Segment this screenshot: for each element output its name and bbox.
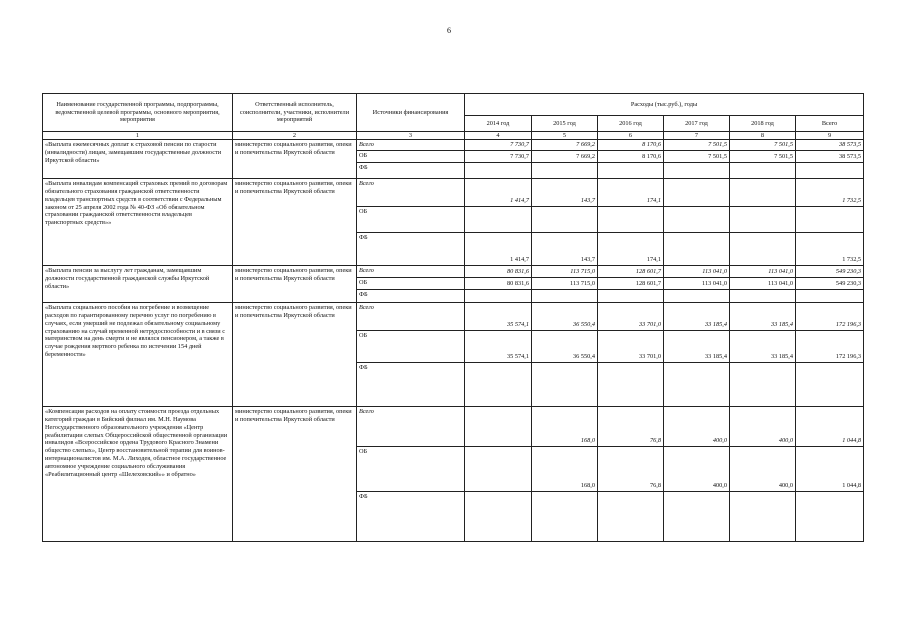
source-ob: ОБ (357, 151, 465, 163)
value-cell: 33 701,0 (598, 303, 664, 331)
value-cell: 33 185,4 (730, 331, 796, 363)
value-cell: 33 185,4 (664, 303, 730, 331)
column-number: 6 (598, 132, 664, 140)
value-cell: 1 414,7 (465, 179, 532, 207)
header-year: 2017 год (664, 116, 730, 132)
executor: министерство социального развития, опеки и попечительства Иркутской области (233, 179, 357, 266)
header-name: Наименование государственной программы, подпрограммы, ведомственной целевой программы, основного мероприятия, мероприятия (43, 94, 233, 132)
value-cell: 7 501,5 (664, 140, 730, 151)
value-cell: 76,8 (598, 447, 664, 492)
source-total: Всего (357, 179, 465, 207)
source-fb: ФБ (357, 163, 465, 179)
value-cell: 35 574,1 (465, 331, 532, 363)
source-fb: ФБ (357, 233, 465, 266)
program-name: «Выплата пенсии за выслугу лет гражданам, замещавшим должности государственной гражданской службы Иркутской области» (43, 266, 233, 303)
value-cell: 80 831,6 (465, 278, 532, 290)
source-total: Всего (357, 303, 465, 331)
header-year-total: Всего (796, 116, 864, 132)
value-cell: 400,0 (664, 407, 730, 447)
value-cell: 7 669,2 (532, 151, 598, 163)
program-name: «Выплата ежемесячных доплат к страховой пенсии по старости (инвалидности) лицам, замещавшим государственные должности Иркутской области» (43, 140, 233, 179)
value-cell: 7 501,5 (664, 151, 730, 163)
value-cell: 172 196,3 (796, 331, 864, 363)
value-cell (465, 407, 532, 447)
header-expenses: Расходы (тыс.руб.), годы (465, 94, 864, 116)
value-cell: 7 501,5 (730, 140, 796, 151)
value-cell: 33 185,4 (730, 303, 796, 331)
value-cell (730, 233, 796, 266)
value-cell: 1 044,8 (796, 407, 864, 447)
value-cell (465, 447, 532, 492)
value-cell: 172 196,3 (796, 303, 864, 331)
column-number: 2 (233, 132, 357, 140)
value-cell: 7 730,7 (465, 140, 532, 151)
value-cell: 1 732,5 (796, 179, 864, 207)
value-cell: 7 669,2 (532, 140, 598, 151)
value-cell: 38 573,5 (796, 151, 864, 163)
source-total: Всего (357, 266, 465, 278)
value-cell: 113 041,0 (730, 278, 796, 290)
value-cell: 36 550,4 (532, 331, 598, 363)
value-cell: 1 044,8 (796, 447, 864, 492)
source-ob: ОБ (357, 278, 465, 290)
executor: министерство социального развития, опеки и попечительства Иркутской области (233, 266, 357, 303)
value-cell (664, 233, 730, 266)
source-ob: ОБ (357, 207, 465, 233)
value-cell: 113 041,0 (664, 278, 730, 290)
header-executor: Ответственный исполнитель, соисполнители, участники, исполнители мероприятий (233, 94, 357, 132)
value-cell: 128 601,7 (598, 278, 664, 290)
value-cell: 400,0 (664, 447, 730, 492)
value-cell: 8 170,6 (598, 151, 664, 163)
header-year: 2014 год (465, 116, 532, 132)
column-number: 4 (465, 132, 532, 140)
page-number: 6 (447, 26, 451, 35)
program-name: «Выплата социального пособия на погребение и возмещение расходов по гарантированному перечню услуг по погребению в случаях, если умерший не подлежал обязательному социальному страхованию на случай временной нетрудоспособности и в связи с материнством на день смерти и не являлся пенсионером, а также в случае рождения мертвого ребенка по истечении 154 дней беременности» (43, 303, 233, 407)
value-cell: 7 730,7 (465, 151, 532, 163)
source-ob: ОБ (357, 447, 465, 492)
program-name: «Выплата инвалидам компенсаций страховых премий по договорам обязательного страхования гражданской ответственности владельцев транспортных средств в соответствии с Федеральным законом от 25 апреля 2002 года № 40-ФЗ «Об обязательном страховании гражданской ответственности владельцев транспортных средств»» (43, 179, 233, 266)
value-cell: 400,0 (730, 407, 796, 447)
program-name: «Компенсация расходов на оплату стоимости проезда отдельных категорий граждан в Бийский филиал им. М.Н. Наумова Негосударственного образовательного учреждения «Центр реабилитации слепых Общероссийской общественной организации инвалидов «Всероссийское ордена Трудового Красного Знамени общество слепых», Центр восстановительной терапии для воинов-интернационалистов им. М.А. Лиходея, областное государственное автономное учреждение социального обслуживания «Реабилитационный центр «Шелеховский»» и обратно» (43, 407, 233, 542)
source-fb: ФБ (357, 363, 465, 407)
value-cell: 549 230,3 (796, 278, 864, 290)
header-year: 2015 год (532, 116, 598, 132)
executor: министерство социального развития, опеки и попечительства Иркутской области (233, 303, 357, 407)
executor: министерство социального развития, опеки и попечительства Иркутской области (233, 140, 357, 179)
header-year: 2016 год (598, 116, 664, 132)
value-cell: 143,7 (532, 179, 598, 207)
value-cell: 174,1 (598, 179, 664, 207)
source-total: Всего (357, 407, 465, 447)
value-cell (730, 179, 796, 207)
value-cell: 168,0 (532, 407, 598, 447)
value-cell: 113 715,0 (532, 278, 598, 290)
value-cell: 33 701,0 (598, 331, 664, 363)
value-cell: 168,0 (532, 447, 598, 492)
value-cell: 128 601,7 (598, 266, 664, 278)
header-year: 2018 год (730, 116, 796, 132)
value-cell: 33 185,4 (664, 331, 730, 363)
source-fb: ФБ (357, 492, 465, 542)
value-cell: 113 715,0 (532, 266, 598, 278)
value-cell: 143,7 (532, 233, 598, 266)
executor: министерство социального развития, опеки и попечительства Иркутской области (233, 407, 357, 542)
value-cell: 1 732,5 (796, 233, 864, 266)
column-number: 8 (730, 132, 796, 140)
value-cell: 35 574,1 (465, 303, 532, 331)
column-number: 3 (357, 132, 465, 140)
value-cell: 174,1 (598, 233, 664, 266)
header-source: Источники финансирования (357, 94, 465, 132)
column-number: 1 (43, 132, 233, 140)
value-cell: 1 414,7 (465, 233, 532, 266)
value-cell: 549 230,3 (796, 266, 864, 278)
value-cell: 113 041,0 (730, 266, 796, 278)
value-cell: 113 041,0 (664, 266, 730, 278)
column-number: 7 (664, 132, 730, 140)
expenses-table (42, 93, 864, 542)
value-cell: 400,0 (730, 447, 796, 492)
source-ob: ОБ (357, 331, 465, 363)
value-cell: 38 573,5 (796, 140, 864, 151)
value-cell: 8 170,6 (598, 140, 664, 151)
value-cell: 76,8 (598, 407, 664, 447)
column-number: 9 (796, 132, 864, 140)
source-total: Всего (357, 140, 465, 151)
source-fb: ФБ (357, 290, 465, 303)
value-cell (664, 179, 730, 207)
value-cell: 36 550,4 (532, 303, 598, 331)
value-cell: 80 831,6 (465, 266, 532, 278)
column-number: 5 (532, 132, 598, 140)
value-cell: 7 501,5 (730, 151, 796, 163)
